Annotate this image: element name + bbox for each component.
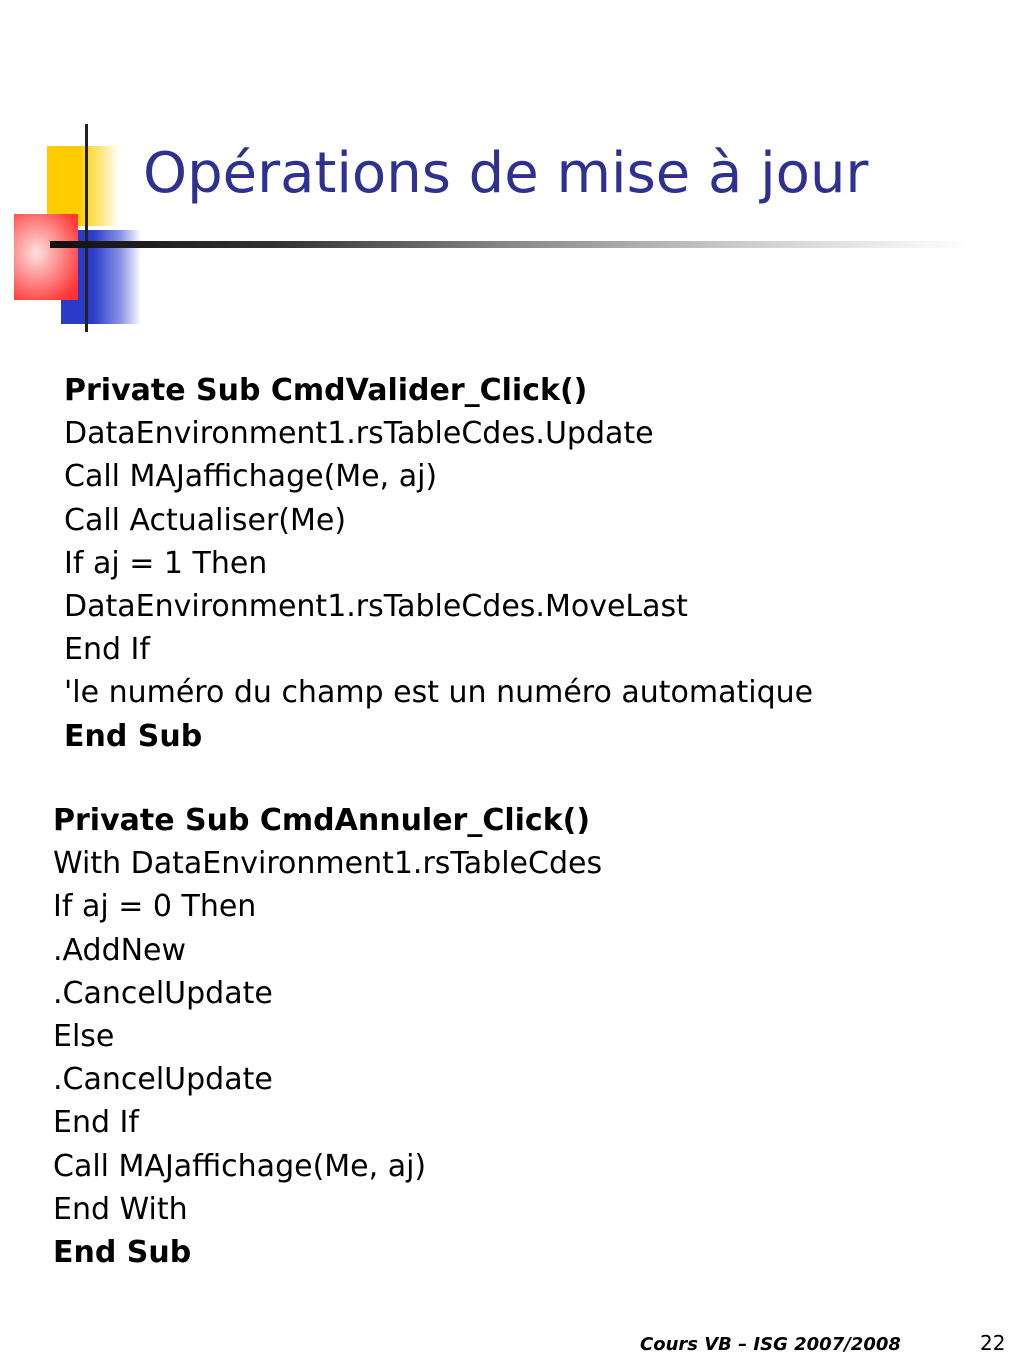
code-line: 'le numéro du champ est un numéro automatique — [64, 675, 814, 711]
code-line: DataEnvironment1.rsTableCdes.Update — [64, 416, 654, 452]
code-line: With DataEnvironment1.rsTableCdes — [53, 846, 603, 882]
code-line: If aj = 1 Then — [64, 545, 268, 581]
code-line: End With — [53, 1191, 188, 1227]
slide-title: Opérations de mise à jour — [143, 141, 869, 206]
page-number: 22 — [980, 1331, 1006, 1355]
footer-course-label: Cours VB – ISG 2007/2008 — [640, 1334, 901, 1355]
code-line: If aj = 0 Then — [53, 889, 257, 925]
code-line: Call MAJaffichage(Me, aj) — [64, 459, 438, 495]
title-underline-rule — [50, 241, 970, 248]
code-line: .CancelUpdate — [53, 1062, 273, 1098]
vertical-rule — [85, 124, 88, 332]
code-line: End Sub — [53, 1234, 192, 1270]
code-line: Call Actualiser(Me) — [64, 502, 347, 538]
code-line: Else — [53, 1018, 115, 1054]
red-square-icon — [14, 214, 78, 300]
code-line: DataEnvironment1.rsTableCdes.MoveLast — [64, 588, 688, 624]
code-line: .AddNew — [53, 932, 187, 968]
code-block-cmdvalider — [64, 369, 813, 758]
code-line: Private Sub CmdAnnuler_Click() — [53, 803, 591, 838]
code-line: End If — [64, 632, 150, 668]
code-line: Private Sub CmdValider_Click() — [64, 373, 588, 408]
code-line: End Sub — [64, 718, 203, 754]
code-line: Call MAJaffichage(Me, aj) — [53, 1148, 427, 1184]
code-line: End If — [53, 1105, 139, 1141]
code-block-cmdannuler — [53, 799, 602, 1274]
code-line: .CancelUpdate — [53, 975, 273, 1011]
